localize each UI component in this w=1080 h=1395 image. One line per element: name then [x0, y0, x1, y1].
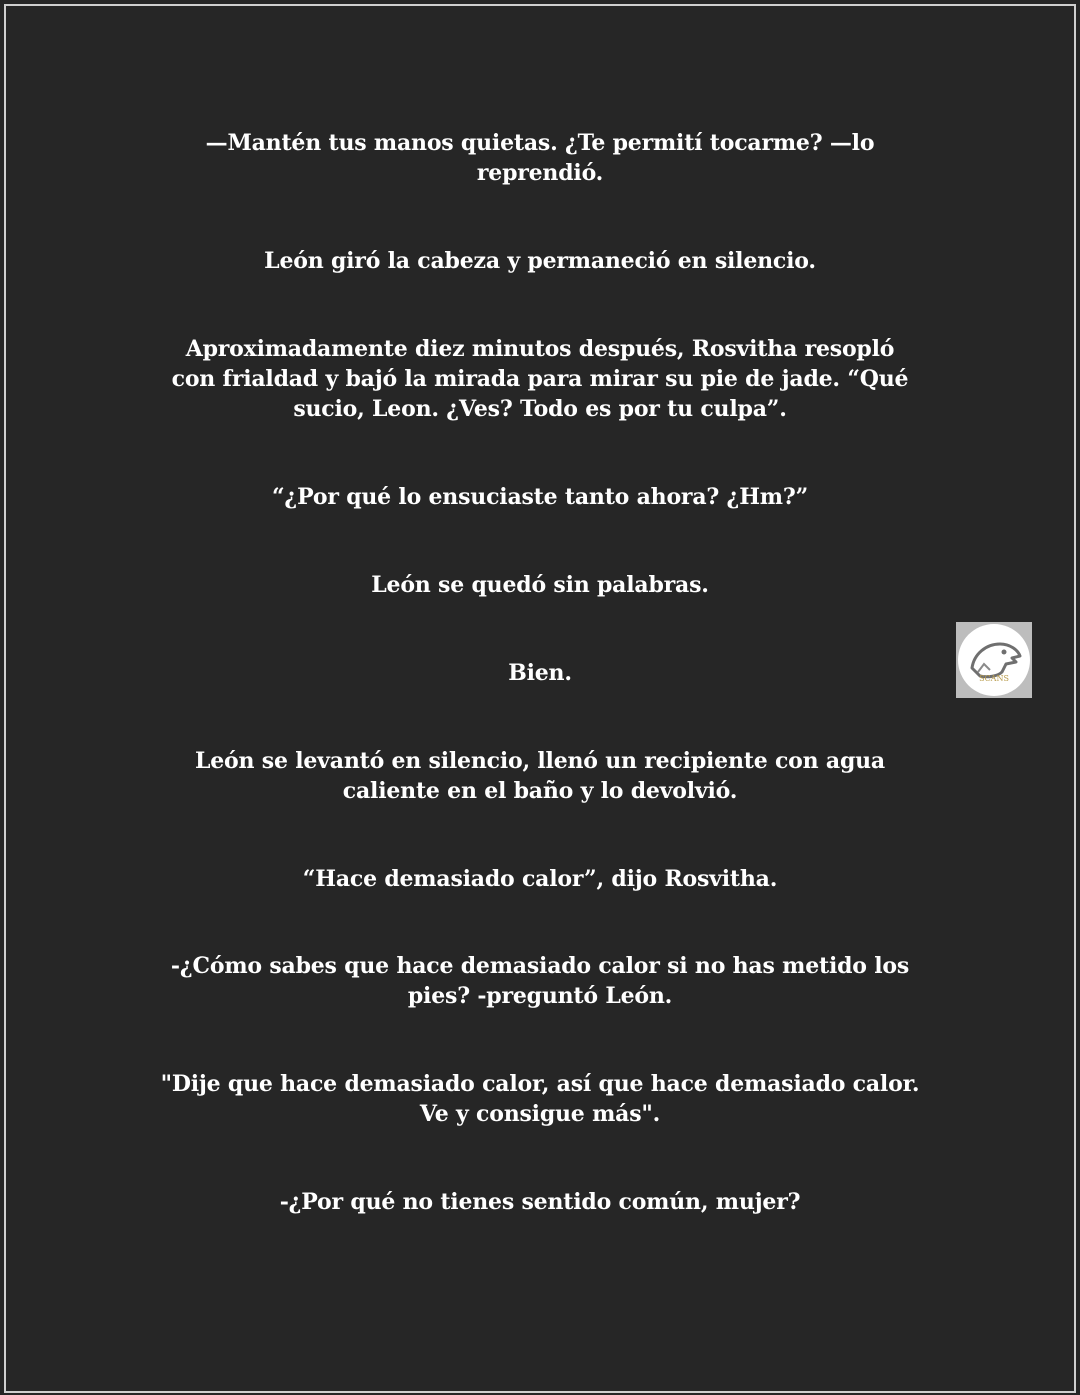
paragraph-6 [6, 658, 1074, 688]
paragraph-5 [6, 570, 1074, 600]
paragraph-7 [6, 746, 1074, 806]
page-frame [4, 4, 1076, 1393]
paragraph-line: sucio, Leon. ¿Ves? Todo es por tu culpa”. [293, 396, 787, 422]
watermark-text: SCANS [979, 674, 1009, 683]
paragraph-line: León se quedó sin palabras. [371, 572, 709, 598]
paragraph-line: Ve y consigue más". [419, 1101, 661, 1127]
watermark-logo [956, 622, 1032, 698]
paragraph-2 [6, 246, 1074, 276]
paragraph-9 [6, 951, 1074, 1011]
paragraph-10 [6, 1069, 1074, 1129]
paragraph-line: León giró la cabeza y permaneció en silencio. [264, 248, 816, 274]
paragraph-line: caliente en el baño y lo devolvió. [342, 778, 738, 804]
paragraph-line: Bien. [508, 660, 572, 686]
paragraph-line: -¿Por qué no tienes sentido común, mujer? [279, 1189, 801, 1215]
paragraph-8 [6, 864, 1074, 894]
paragraph-line: —Mantén tus manos quietas. ¿Te permití tocarme? —lo [205, 130, 875, 156]
paragraph-line: León se levantó en silencio, llenó un recipiente con agua [194, 748, 885, 774]
paragraph-line: "Dije que hace demasiado calor, así que hace demasiado calor. [160, 1071, 920, 1097]
paragraph-11 [6, 1187, 1074, 1217]
paragraph-1 [6, 128, 1074, 188]
paragraph-line: -¿Cómo sabes que hace demasiado calor si no has metido los [170, 953, 910, 979]
paragraph-line: “¿Por qué lo ensuciaste tanto ahora? ¿Hm?” [271, 484, 809, 510]
paragraph-line: Aproximadamente diez minutos después, Rosvitha resopló [185, 336, 895, 362]
paragraph-line: con frialdad y bajó la mirada para mirar su pie de jade. “Qué [171, 366, 909, 392]
paragraph-3 [6, 334, 1074, 424]
paragraph-line: “Hace demasiado calor”, dijo Rosvitha. [302, 866, 778, 892]
paragraph-line: reprendió. [476, 160, 604, 186]
dinosaur-head-icon [958, 624, 1030, 696]
paragraph-line: pies? -preguntó León. [407, 983, 673, 1009]
paragraph-4 [6, 482, 1074, 512]
watermark-circle [958, 624, 1030, 696]
